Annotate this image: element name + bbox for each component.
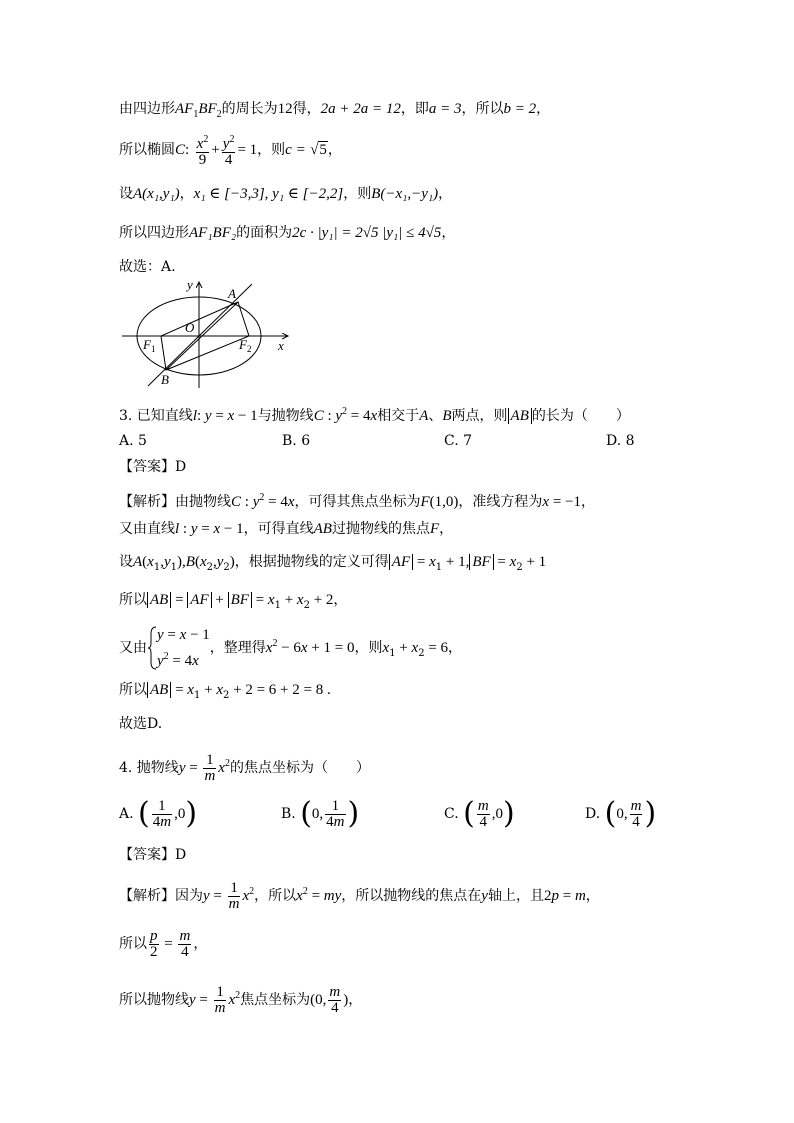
- text: ，则: [257, 142, 286, 158]
- option-b: B. (0, $\frac{1}{4m}$ ): [281, 796, 360, 831]
- analysis-line: 又由 y = x − 1 $y^2 = 4x$ ，整理得$x^2 - 6x + 1 = 0$，则$x_1 + x_2 = 6$，: [119, 627, 463, 669]
- option-a: A. ( $\frac{1}{4m}$ ,0): [119, 796, 198, 831]
- text: 与抛物线: [257, 408, 314, 424]
- option-d: D. (0, $\frac{m}{4}$ ): [585, 796, 657, 831]
- math: x₁ ∈ [−3,3], y₁ ∈ [−2,2]: [193, 186, 344, 202]
- math: AF₁BF₂: [189, 225, 237, 241]
- text: ，: [327, 142, 342, 158]
- text: 的长为（ ）: [531, 408, 630, 424]
- answer-3: 【答案】D: [119, 459, 187, 475]
- focus-f1-label: $F_1$: [143, 337, 156, 354]
- question-4-stem: 4. 抛物线y = $\frac{1}{m}$ $x^2$的焦点坐标为（ ）: [119, 751, 370, 784]
- math: 2c · |y₁| = 2√5 |y₁| ≤ 4√5: [292, 225, 442, 241]
- point-a-label: A: [228, 286, 236, 301]
- text: ，: [179, 186, 194, 202]
- text: 由四边形: [119, 101, 175, 117]
- analysis-line: 所以 AB = $x_1 + x_2 + 2 = 6 + 2 = 8$ .: [119, 682, 331, 701]
- origin-label: O: [185, 320, 195, 335]
- math: b = 2: [503, 101, 537, 117]
- fraction: $\frac{x^2}{9}$: [196, 134, 209, 168]
- analysis-line: 所以抛物线y = $\frac{1}{m}$ $x^2$焦点坐标为(0, $\frac{m}{4}$ )，: [119, 983, 363, 1016]
- math: 5: [319, 142, 327, 158]
- ellipse-figure: [118, 276, 293, 391]
- y-label: y: [187, 277, 193, 292]
- math: a = 3: [428, 101, 462, 117]
- option-c: C. ( $\frac{m}{4}$ ,0): [444, 796, 515, 831]
- text: 设: [119, 186, 133, 202]
- option-d: D. 8: [606, 433, 635, 449]
- answer-4: 【答案】D: [119, 847, 187, 863]
- math: c =: [285, 142, 306, 158]
- analysis-line: 设$A(x_1,y_1),B(x_2,y_2)$，根据抛物线的定义可得 AF = $x_1 + 1$, BF = $x_2 + 1$: [119, 554, 547, 573]
- question-3-stem: 3. 已知直线l: y = x − 1与抛物线C : $y^2 = 4x$相交于A、B两点，则 AB 的长为（ ）: [119, 406, 630, 424]
- math: C: [175, 142, 186, 158]
- option-a: A. 5: [119, 433, 147, 449]
- text: ，: [441, 225, 456, 241]
- text: ，: [536, 101, 551, 117]
- point-b-label: B: [161, 372, 169, 387]
- text: 的面积为: [236, 225, 293, 241]
- text: 的周长为: [221, 101, 278, 117]
- math: 2a + 2a = 12: [320, 101, 401, 117]
- math: A(x₁,y₁): [133, 186, 180, 202]
- text: ，所以: [461, 101, 504, 117]
- text: ，则: [343, 186, 372, 202]
- analysis-line: 又由直线l : y = x − 1，可得直线AB过抛物线的焦点F，: [119, 521, 454, 537]
- analysis-line: 故选D.: [119, 716, 163, 732]
- text-line: [119, 223, 455, 243]
- focus-f2-label: $F_2$: [239, 337, 252, 354]
- text-line: 所以椭圆C: $\frac{x^2}{9}$ + $\frac{y^2}{4}$ = 1，则c = √5，: [119, 134, 342, 168]
- text: 所以椭圆: [119, 142, 175, 158]
- math: B(−x₁,−y₁): [371, 186, 439, 202]
- x-label: x: [278, 338, 284, 353]
- option-b: B. 6: [282, 433, 311, 449]
- math: 12: [277, 101, 293, 117]
- text: 所以四边形: [119, 225, 189, 241]
- text-line: 故选：A.: [119, 259, 176, 275]
- math: $AF_1BF_2$: [175, 101, 222, 120]
- analysis-line: 【解析】由抛物线C : $y^2 = 4x$，可得其焦点坐标为F(1,0)，准线方程为x = −1，: [119, 492, 596, 510]
- option-c: C. 7: [444, 433, 473, 449]
- text: ，即: [400, 101, 429, 117]
- text: ，: [438, 186, 453, 202]
- text: 得，: [292, 101, 321, 117]
- text: 相交于: [377, 408, 420, 424]
- analysis-line: 【解析】因为y = $\frac{1}{m}$ $x^2$，所以$x^2$ = my，所以抛物线的焦点在y轴上，且2p = m，: [119, 879, 600, 912]
- text: 两点，则: [451, 408, 508, 424]
- text-line: [119, 99, 550, 125]
- text-line: [119, 184, 452, 204]
- text: 3. 已知直线: [119, 408, 193, 424]
- analysis-line: 所以 AB = AF + BF = $x_1 + x_2 + 2$，: [119, 592, 348, 611]
- fraction: $\frac{y^2}{4}$: [222, 134, 235, 168]
- analysis-line: 所以 $\frac{p}{2}$ = $\frac{m}{4}$ ，: [119, 927, 208, 960]
